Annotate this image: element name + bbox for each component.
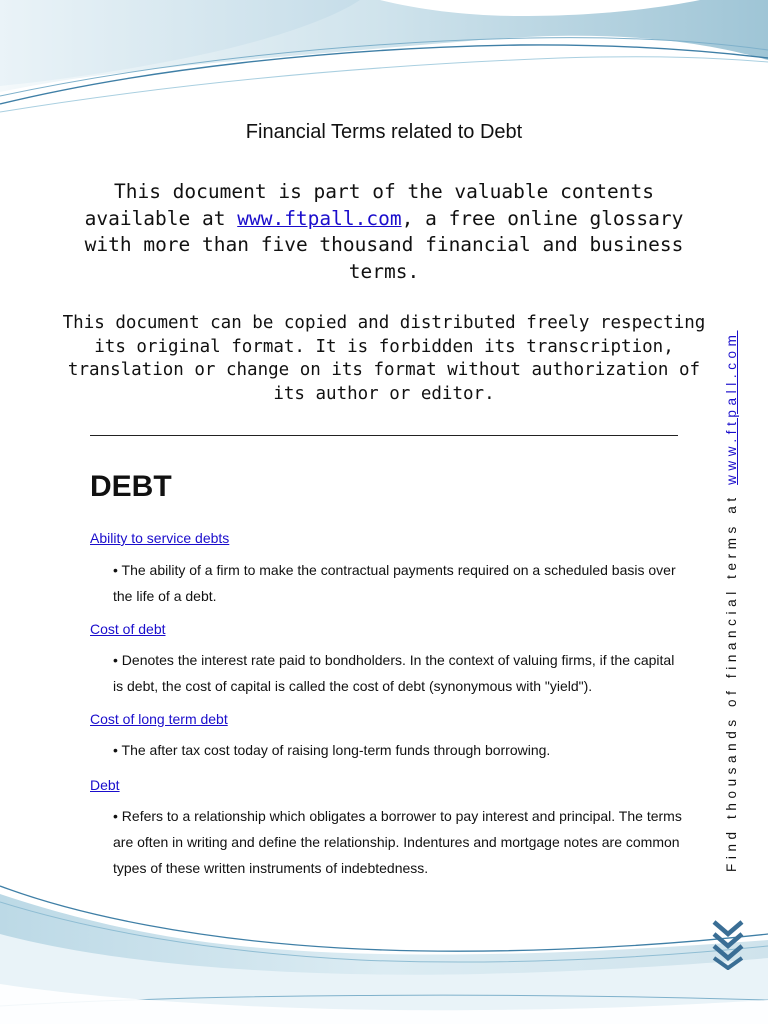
notice-secondary: This document can be copied and distributed freely respecting its original format. It is forbidden its transcription, translation or change on its format without authorization of its author or editor. [62, 313, 706, 404]
sidebar-promo-text: Find thousands of financial terms at [724, 484, 739, 872]
term-link[interactable]: Cost of debt [90, 621, 166, 637]
section-heading: DEBT [90, 470, 172, 503]
document-title: Financial Terms related to Debt [245, 121, 523, 143]
notice-primary [60, 179, 708, 285]
notice-primary-text-start: This document is part of the valuable contents available at [84, 180, 655, 230]
term-definition: • Refers to a relationship which obligates a borrower to pay interest and principal. The terms are often in writing and define the relationship. Indentures and mortgage notes are common types of these written instruments of indebtedness. [113, 808, 682, 876]
sidebar-promo [724, 330, 739, 872]
term-definition: • Denotes the interest rate paid to bondholders. In the context of valuing firms, if the capital is debt, the cost of capital is called the cost of debt (synonymous with "yield"). [113, 652, 675, 694]
term-definition: • The ability of a firm to make the contractual payments required on a scheduled basis over the life of a debt. [113, 562, 676, 604]
term-link[interactable]: Cost of long term debt [90, 711, 228, 727]
top-wave-decoration [0, 0, 768, 130]
notice-primary-text-end: , a free online glossary with more than five thousand financial and business terms. [84, 206, 684, 283]
term-link[interactable]: Debt [90, 777, 120, 793]
sidebar-site-link[interactable]: www.ftpall.com [724, 330, 739, 485]
site-link[interactable]: www.ftpall.com [237, 206, 402, 230]
term-definition: • The after tax cost today of raising long-term funds through borrowing. [113, 742, 551, 758]
bottom-wave-decoration [0, 874, 768, 1024]
chevron-down-icon[interactable] [708, 918, 748, 970]
divider [90, 435, 678, 436]
term-link[interactable]: Ability to service debts [90, 530, 230, 546]
